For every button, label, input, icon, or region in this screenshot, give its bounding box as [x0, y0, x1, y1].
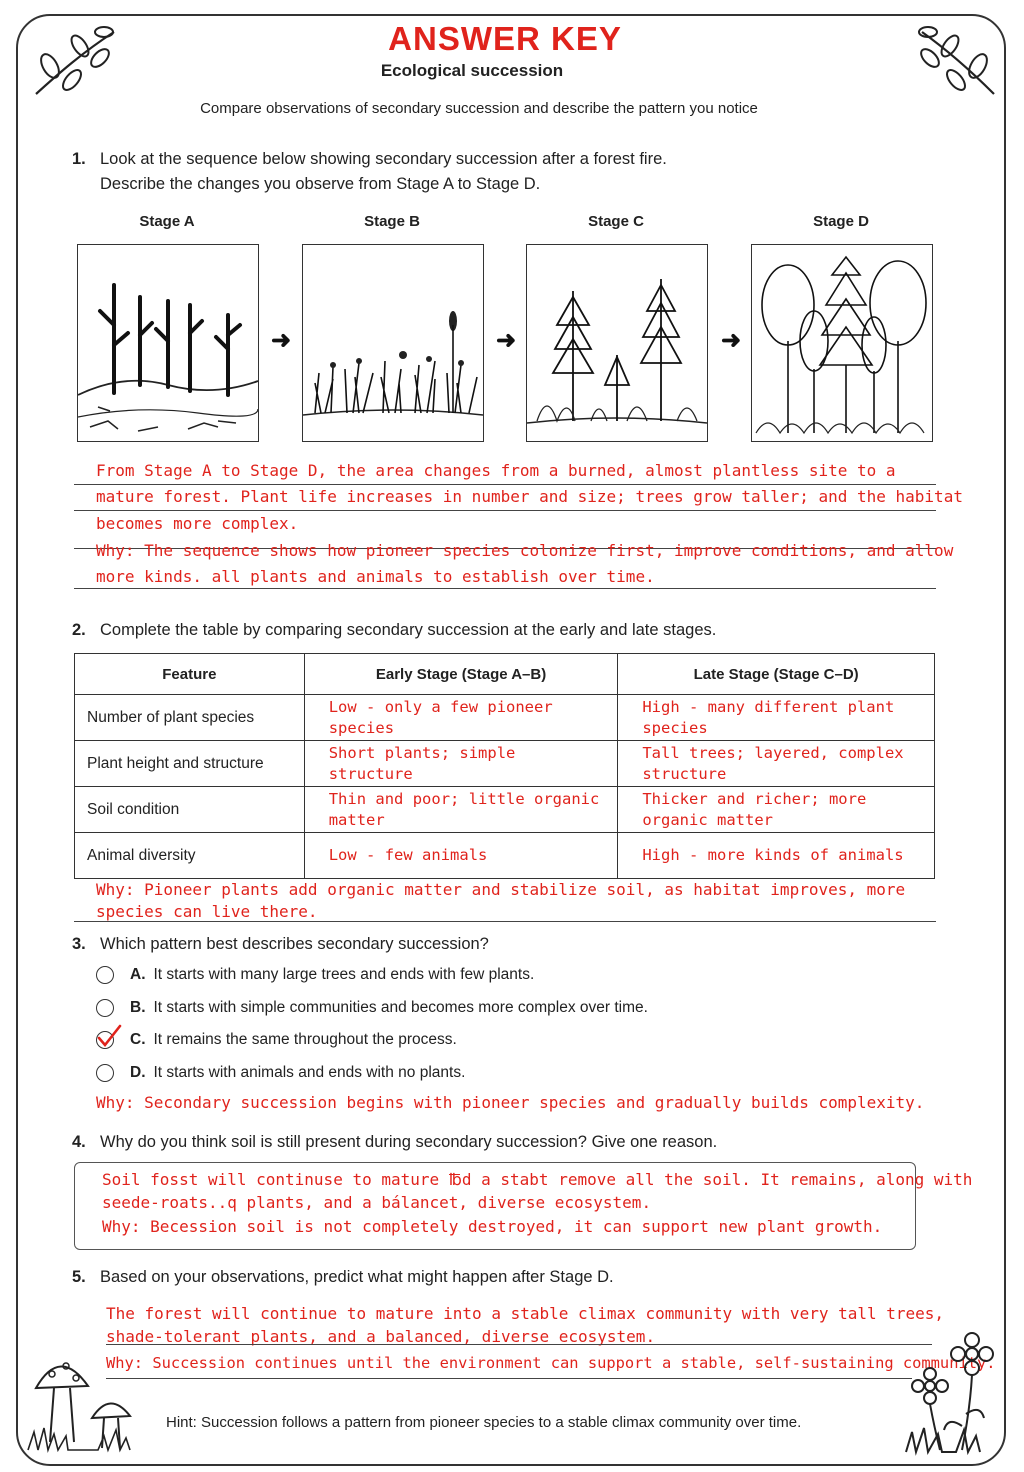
checkmark-icon: [95, 1024, 123, 1050]
answer-line: [74, 588, 936, 589]
q2-why-line-2: species can live there.: [96, 902, 318, 921]
radio-circle-checked[interactable]: [96, 1031, 114, 1049]
question-1-line-2: Describe the changes you observe from Stage A to Stage D.: [100, 175, 541, 193]
answer-line: [74, 921, 936, 922]
table-row: [75, 695, 935, 741]
q3-why: Why: Secondary succession begins with pioneer species and gradually builds complexity.: [96, 1093, 925, 1112]
stage-d-image: [751, 244, 933, 442]
q4-why: Why: Becession soil is not completely destroyed, it can support new plant growth.: [102, 1217, 883, 1236]
stage-d-label: Stage D: [813, 213, 869, 230]
table-row: [75, 741, 935, 787]
stage-c-label: Stage C: [588, 213, 644, 230]
arrow-right-icon: ➜: [271, 327, 292, 354]
q2-why-line-1: Why: Pioneer plants add organic matter and stabilize soil, as habitat improves, more: [96, 880, 906, 899]
late-stage-cell: High - many different plant species: [618, 695, 935, 741]
feature-cell: Soil condition: [75, 787, 305, 833]
late-stage-cell: High - more kinds of animals: [618, 833, 935, 879]
q1-why-line-2: more kinds. all plants and animals to establish over time.: [96, 567, 655, 586]
option-a[interactable]: A. It starts with many large trees and ends with few plants.: [96, 966, 534, 984]
stage-b-image: [302, 244, 484, 442]
question-4-prompt: 4. Why do you think soil is still present during secondary succession? Give one reason.: [72, 1133, 718, 1151]
q1-answer-line-1: From Stage A to Stage D, the area changes from a burned, almost plantless site to a: [96, 461, 896, 480]
table-header: Late Stage (Stage C–D): [618, 654, 935, 695]
flower-icon: [900, 1330, 1000, 1456]
page-subtitle: Ecological succession: [380, 61, 564, 80]
option-c[interactable]: C. It remains the same throughout the process.: [96, 1031, 457, 1049]
early-stage-cell: Short plants; simple structure: [304, 741, 618, 787]
arrow-right-icon: ➜: [721, 327, 742, 354]
early-stage-cell: Low - few animals: [304, 833, 618, 879]
question-2-prompt: 2. Complete the table by comparing secondary succession at the early and late stages.: [72, 621, 717, 639]
answer-line: [74, 510, 936, 511]
q1-answer-line-2: mature forest. Plant life increases in number and size; trees grow taller; and the habitat: [96, 487, 963, 506]
stage-a-label: Stage A: [139, 213, 195, 230]
page-title: ANSWER KEY: [388, 20, 622, 57]
instructions: Compare observations of secondary succession and describe the pattern you notice: [200, 100, 758, 117]
q5-answer-line-1: The forest will continue to mature into a stable climax community with very tall trees,: [106, 1304, 945, 1323]
radio-circle[interactable]: [96, 1064, 114, 1082]
table-header: Feature: [75, 654, 305, 695]
early-stage-cell: Low - only a few pioneer species: [304, 695, 618, 741]
q4-answer-line-2: seede-roats..q plants, and a bálancet, diverse ecosystem.: [102, 1193, 652, 1212]
q5-why: Why: Succession continues until the environment can support a stable, self-sustaining community.: [106, 1354, 996, 1372]
question-3-prompt: 3. Which pattern best describes secondary succession?: [72, 935, 489, 953]
feature-cell: Number of plant species: [75, 695, 305, 741]
answer-line: [106, 1378, 912, 1379]
feature-cell: Animal diversity: [75, 833, 305, 879]
question-5-prompt: 5. Based on your observations, predict what might happen after Stage D.: [72, 1268, 614, 1286]
radio-circle[interactable]: [96, 999, 114, 1017]
q4-answer-line-1: Soil fosst will continuse to mature ℔d a stabt remove all the soil. It remains, along with: [102, 1170, 973, 1189]
stage-a-image: [77, 244, 259, 442]
table-header: Early Stage (Stage A–B): [304, 654, 618, 695]
mushroom-icon: [26, 1346, 146, 1458]
table-row: [75, 833, 935, 879]
late-stage-cell: Tall trees; layered, complex structure: [618, 741, 935, 787]
table-row: [75, 787, 935, 833]
q1-why-line-1: Why: The sequence shows how pioneer species colonize first, improve conditions, and allow: [96, 541, 954, 560]
question-1-line-1: 1. Look at the sequence below showing secondary succession after a forest fire.: [72, 150, 667, 168]
answer-line: [74, 484, 936, 485]
stage-c-image: [526, 244, 708, 442]
late-stage-cell: Thicker and richer; more organic matter: [618, 787, 935, 833]
arrow-right-icon: ➜: [496, 327, 517, 354]
early-stage-cell: Thin and poor; little organic matter: [304, 787, 618, 833]
table-header-row: [75, 654, 935, 695]
q5-answer-line-2: shade-tolerant plants, and a balanced, diverse ecosystem.: [106, 1327, 656, 1346]
hint-text: Hint: Succession follows a pattern from pioneer species to a stable climax community over time.: [166, 1414, 802, 1431]
comparison-table: [74, 653, 935, 879]
answer-line: [106, 1344, 932, 1345]
radio-circle[interactable]: [96, 966, 114, 984]
q1-answer-line-3: becomes more complex.: [96, 514, 299, 533]
feature-cell: Plant height and structure: [75, 741, 305, 787]
option-d[interactable]: D. It starts with animals and ends with no plants.: [96, 1064, 465, 1082]
stage-b-label: Stage B: [364, 213, 420, 230]
option-b[interactable]: B. It starts with simple communities and becomes more complex over time.: [96, 999, 648, 1017]
